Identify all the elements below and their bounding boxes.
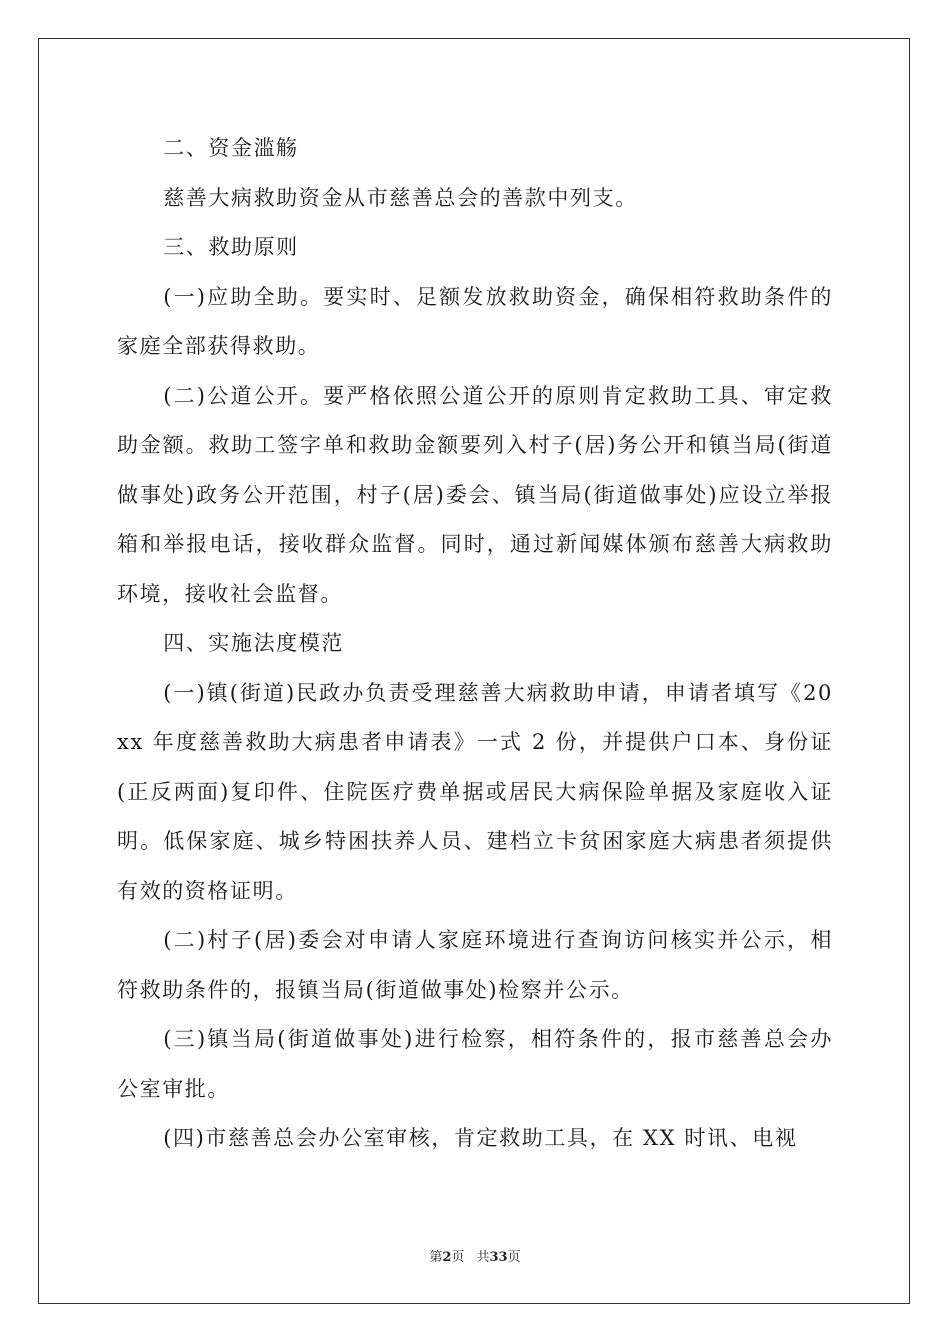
section-heading-principles: 三、救助原则 [163, 235, 299, 259]
paragraph-principle-2: (二)公道公开。要严格依照公道公开的原则肯定救助工具、审定救助金额。救助工签字单和救助金额要列入村子(居)务公开和镇当局(街道做事处)政务公开范围，村子(居)委会、镇当局(街道做事处)应设立举报箱和举报电话，接收群众监督。同时，通过新闻媒体颁布慈善大病救助环境，接收社会监督。 [117, 383, 833, 606]
paragraph-funding-source: 慈善大病救助资金从市慈善总会的善款中列支。 [163, 185, 638, 210]
paragraph-procedure-3: (三)镇当局(街道做事处)进行检察，相符条件的，报市慈善总会办公室审批。 [117, 1027, 833, 1101]
document-body [117, 124, 833, 1164]
footer-page-number: 2 [442, 1250, 452, 1265]
footer-page-suffix: 页 [451, 1250, 465, 1265]
footer-total-suffix: 页 [507, 1250, 521, 1265]
footer-page-prefix: 第 [429, 1250, 443, 1265]
paragraph-procedure-2: (二)村子(居)委会对申请人家庭环境进行查询访问核实并公示，相符救助条件的，报镇当局(街道做事处)检察并公示。 [117, 928, 833, 1002]
paragraph-procedure-1: (一)镇(街道)民政办负责受理慈善大病救助申请，申请者填写《20xx 年度慈善救助大病患者申请表》一式 2 份，并提供户口本、身份证(正反两面)复印件、住院医疗费单据或居民大病保险单据及家庭收入证明。低保家庭、城乡特困扶养人员、建档立卡贫困家庭大病患者须提供有效的资格证明。 [117, 680, 833, 903]
page-footer [0, 1246, 950, 1265]
paragraph-procedure-4: (四)市慈善总会办公室审核，肯定救助工具，在 XX 时讯、电视 [163, 1126, 798, 1150]
footer-total-prefix: 共 [476, 1250, 490, 1265]
section-heading-funding-source: 二、资金滥觞 [163, 136, 299, 160]
paragraph-principle-1: (一)应助全助。要实时、足额发放救助资金，确保相符救助条件的家庭全部获得救助。 [117, 284, 833, 358]
section-heading-procedures: 四、实施法度模范 [163, 631, 344, 655]
footer-total-pages: 33 [489, 1250, 508, 1265]
